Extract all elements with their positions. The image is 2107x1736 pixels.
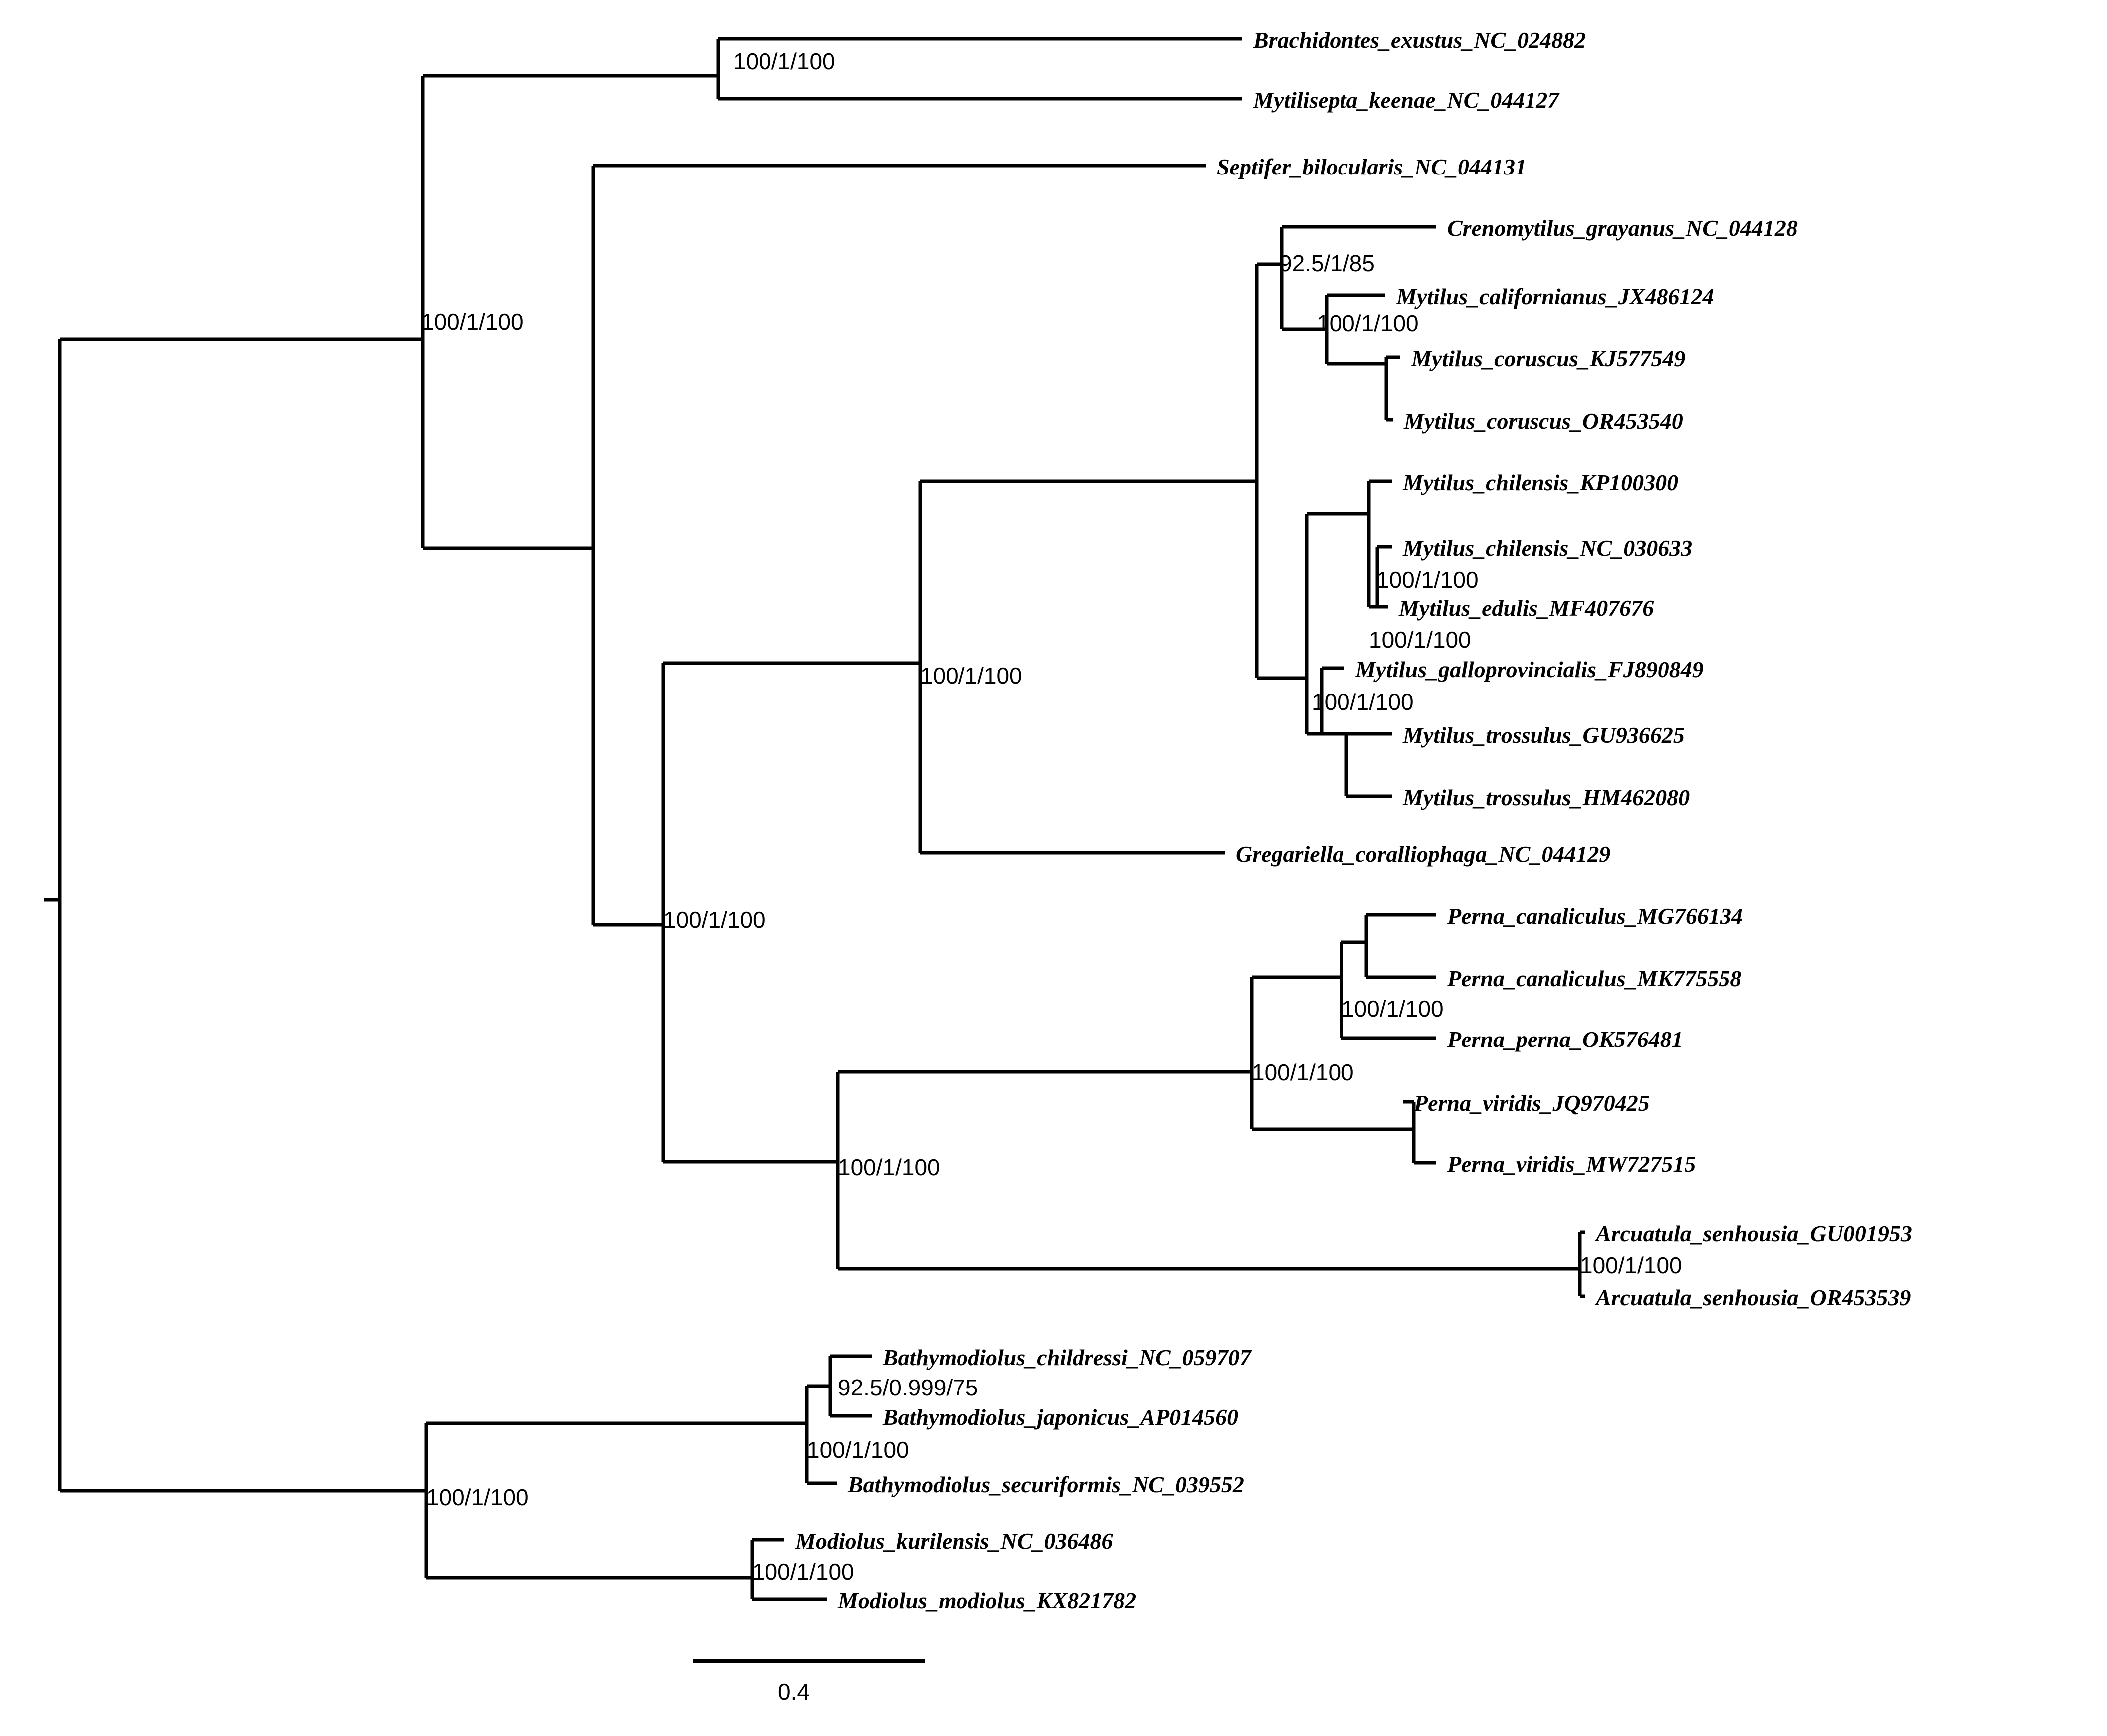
taxon-label: Perna_viridis_MW727515	[1447, 1151, 1696, 1177]
taxon-label: Septifer_bilocularis_NC_044131	[1217, 154, 1527, 179]
taxon-label: Perna_viridis_JQ970425	[1414, 1090, 1650, 1116]
support-label: 100/1/100	[1312, 689, 1414, 715]
support-label: 100/1/100	[1317, 310, 1419, 336]
taxon-label: Crenomytilus_grayanus_NC_044128	[1447, 215, 1798, 241]
support-label: 100/1/100	[1376, 567, 1479, 593]
taxon-label: Gregariella_coralliophaga_NC_044129	[1236, 841, 1611, 867]
support-label: 100/1/100	[1341, 996, 1444, 1022]
support-label: 100/1/100	[838, 1154, 940, 1180]
taxon-label: Mytilus_chilensis_NC_030633	[1403, 535, 1693, 561]
taxon-label: Mytilus_coruscus_KJ577549	[1411, 346, 1686, 371]
support-label: 100/1/100	[663, 907, 766, 933]
scale-bar-label: 0.4	[778, 1679, 810, 1705]
support-label: 100/1/100	[426, 1484, 529, 1510]
taxon-label: Mytilus_chilensis_KP100300	[1403, 470, 1679, 495]
support-label: 100/1/100	[733, 48, 835, 74]
support-label: 100/1/100	[1580, 1252, 1682, 1278]
taxon-label: Mytilus_californianus_JX486124	[1396, 284, 1714, 309]
taxon-label: Mytilisepta_keenae_NC_044127	[1253, 87, 1559, 113]
taxon-label: Modiolus_modiolus_KX821782	[838, 1588, 1137, 1613]
support-label: 92.5/1/85	[1279, 250, 1375, 276]
taxon-label: Perna_canaliculus_MK775558	[1447, 966, 1742, 991]
taxon-label: Modiolus_kurilensis_NC_036486	[795, 1528, 1113, 1554]
taxon-label: Mytilus_galloprovincialis_FJ890849	[1355, 657, 1704, 682]
taxon-label: Perna_canaliculus_MG766134	[1447, 903, 1743, 929]
support-label: 100/1/100	[807, 1437, 909, 1463]
taxon-label: Brachidontes_exustus_NC_024882	[1253, 27, 1586, 53]
support-label: 100/1/100	[920, 663, 1022, 689]
support-label: 92.5/0.999/75	[838, 1375, 978, 1400]
support-label: 100/1/100	[1252, 1059, 1354, 1085]
support-label: 100/1/100	[752, 1559, 854, 1585]
taxon-label: Mytilus_edulis_MF407676	[1399, 595, 1654, 621]
taxon-label: Mytilus_trossulus_GU936625	[1403, 722, 1685, 748]
taxon-label: Bathymodiolus_childressi_NC_059707	[883, 1345, 1251, 1370]
support-label: 100/1/100	[421, 309, 524, 335]
taxon-label: Perna_perna_OK576481	[1447, 1027, 1683, 1052]
taxon-label: Mytilus_coruscus_OR453540	[1404, 408, 1683, 434]
taxon-label: Arcuatula_senhousia_GU001953	[1596, 1221, 1912, 1246]
taxon-label: Arcuatula_senhousia_OR453539	[1596, 1285, 1911, 1310]
taxon-label: Mytilus_trossulus_HM462080	[1403, 785, 1690, 810]
support-label: 100/1/100	[1369, 627, 1471, 653]
taxon-label: Bathymodiolus_securiformis_NC_039552	[848, 1472, 1244, 1497]
taxon-label: Bathymodiolus_japonicus_AP014560	[883, 1404, 1239, 1430]
